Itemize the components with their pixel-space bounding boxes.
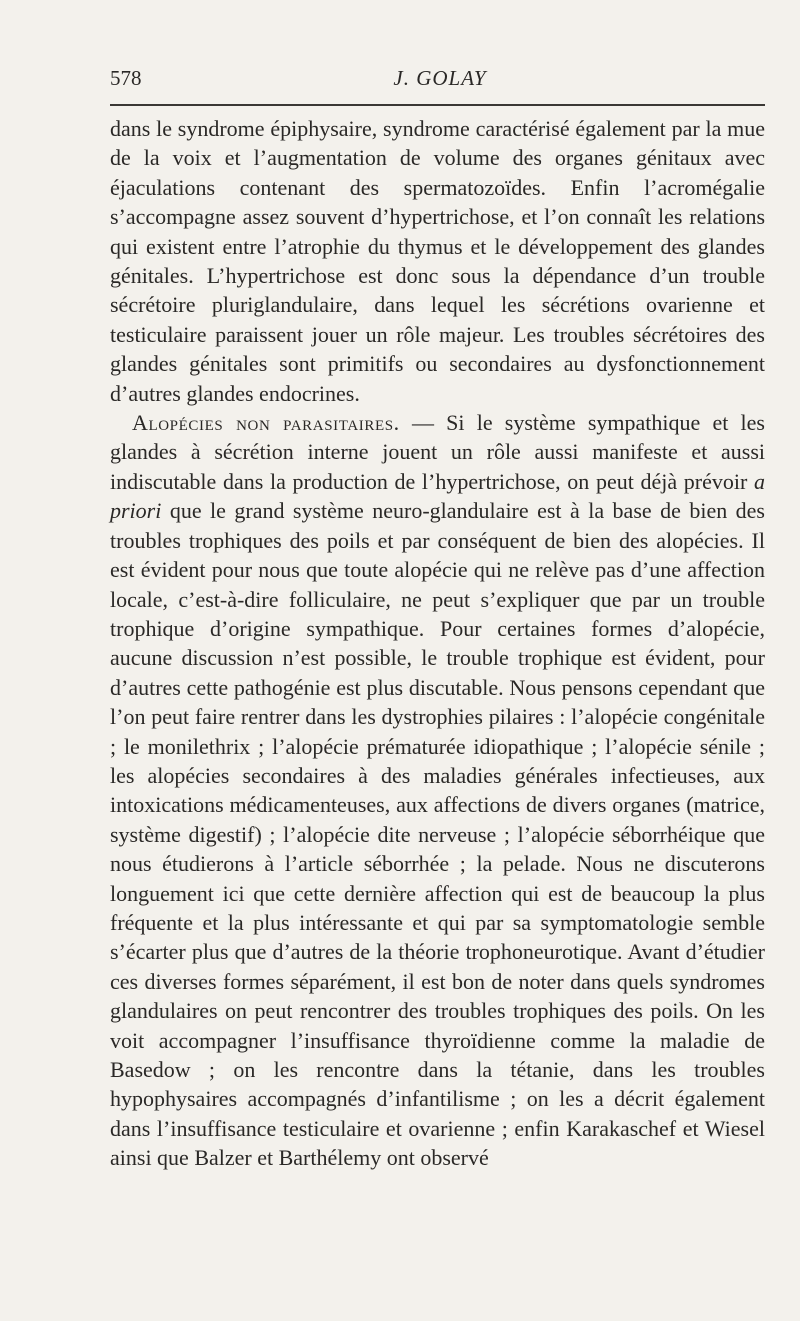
paragraph-alopecies xyxy=(110,408,765,1173)
running-head xyxy=(110,66,765,96)
paragraph-text-part1: — Si le système sympathique et les glandes à sécrétion interne jouent un rôle aussi manifeste et aussi indiscutable dans la production de l’hypertrichose, on peut déjà prévoir xyxy=(110,410,765,494)
page-number: 578 xyxy=(110,66,142,90)
paragraph-text-part2: que le grand système neuro-glandulaire est à la base de bien des troubles trophiques des poils et par conséquent de bien des alopécies. Il est évident pour nous que toute alopécie qui ne relève pas d’une affection locale, c’est-à-dire folliculaire, ne peut s’expliquer que par un trouble trophique d’origine sympathique. Pour certaines formes d’alopécie, aucune discussion n’est possible, le trouble trophique est évident, pour d’autres cette pathogénie est plus discutable. Nous pensons cependant que l’on peut faire rentrer dans les dystrophies pilaires : l’alopécie congénitale ; le monilethrix ; l’alopécie prématurée idiopathique ; l’alopécie sénile ; les alopécies secondaires à des maladies générales infectieuses, aux intoxications médicamenteuses, aux affections de divers organes (matrice, système digestif) ; l’alopécie dite nerveuse ; l’alopécie séborrhéique que nous étudierons à l’article séborrhée ; la pelade. Nous ne discuterons longuement ici que cette dernière affection qui est de beaucoup la plus fréquente et la plus intéressante et qui par sa symptomatologie semble s’écarter plus que d’autres de la théorie trophoneurotique. Avant d’étudier ces diverses formes séparément, il est bon de noter dans quels syndromes glandulaires on peut rencontrer des troubles trophiques des poils. On les voit accompagner l’insuffisance thyroïdienne comme la maladie de Basedow ; on les rencontre dans la tétanie, dans les troubles hypophysaires accompagnés d’infantilisme ; on les a décrit également dans l’insuffisance testiculaire et ovarienne ; enfin Karakaschef et Wiesel ainsi que Balzer et Barthélemy ont observé xyxy=(110,498,765,1171)
running-title: J. GOLAY xyxy=(393,66,487,90)
paragraph-continuation: dans le syndrome épiphysaire, syndrome caractérisé également par la mue de la voix et l’augmentation de volume des organes génitaux avec éjaculations contenant des spermatozoïdes. Enfin l’acromégalie s’accompagne assez souvent d’hypertrichose, et l’on connaît les relations qui existent entre l’atrophie du thymus et le développement des glandes génitales. L’hypertrichose est donc sous la dépendance d’un trouble sécrétoire pluriglandulaire, dans lequel les sécrétions ovarienne et testiculaire paraissent jouer un rôle majeur. Les troubles sécrétoires des glandes génitales sont primitifs ou secondaires au dysfonctionnement d’autres glandes endocrines. xyxy=(110,116,765,406)
body-text xyxy=(110,114,765,1173)
emphasis-a-priori: a priori xyxy=(110,468,765,524)
section-heading: Alopécies non parasitaires. xyxy=(132,410,400,436)
header-rule xyxy=(110,104,765,106)
